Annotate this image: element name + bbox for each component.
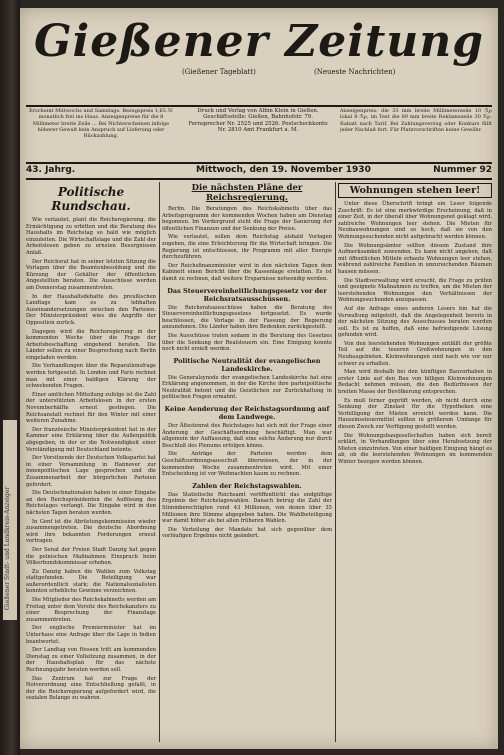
subheadline-church-neutrality: Politische Neutralität der evangelischen Landeskirche.	[173, 356, 321, 373]
masthead-rule	[26, 105, 492, 107]
column-government-plans	[162, 182, 332, 742]
paragraph: Das Statistische Reichsamt veröffentlicht das endgültige Ergebnis der Reichstagswahlen. Danach betrug die Zahl der Stimmberechtigten rund 43 Millionen, von denen über 35 Millionen ihre Stimme abgegeben haben. Die Wahlbeteiligung war damit höher als bei allen früheren Wahlen.	[162, 491, 332, 525]
paragraph: Der englische Premierminister hat im Unterhaus eine Anfrage über die Lage in Indien beantwortet.	[26, 625, 156, 645]
paragraph: Die Verteilung der Mandate hat sich gegenüber dem vorläufigen Ergebnis nicht geändert.	[162, 526, 332, 540]
headline-political-review: Politische Rundschau.	[51, 185, 131, 213]
paragraph: Unter diese Überschrift bringt ein Leser folgende Zuschrift: Es ist eine merkwürdige Erscheinung, daß in einer Zeit, in der überall über Wohnungsnot geklagt wird, zahlreiche Wohnungen leer stehen. Die Mieten für Neubauwohnungen sind so hoch, daß sie von den Wohnungssuchenden nicht aufgebracht werden können.	[338, 201, 492, 240]
paragraph: Von den leerstehenden Wohnungen entfällt der größte Teil auf die teueren Großwohnungen in den Neubaugebieten. Kleinwohnungen sind nach wie vor nur schwer zu erhalten.	[338, 340, 492, 367]
paragraph: Der Reichsrat hat in seiner letzten Sitzung die Vorlagen über die Beamtenbesoldung und die Kürzung der Gehälter der öffentlichen Angestellten beraten. Die Ausschüsse werden am Donnerstag zusammentreten.	[26, 258, 156, 291]
paragraph: Der Ältestenrat des Reichstages hat sich mit der Frage einer Änderung der Geschäftsordnung beschäftigt. Man war allgemein der Auffassung, daß eine solche Änderung nur durch Beschluß des Plenums erfolgen könne.	[162, 423, 332, 449]
subtitle-left: (Gießener Tageblatt)	[182, 68, 256, 76]
subheadline-election-figures: Zahlen der Reichstagswahlen.	[192, 481, 302, 490]
subheadline-tax-law: Das Steuervereinheitlichungsgesetz vor der Reichsratsausschüssen.	[167, 286, 327, 303]
paragraph: Wie verlautet, plant die Reichsregierung, die Ermächtigung zu erbitten und die Beratung des Haushalts im Reichstag so bald wie möglich einzuleiten. Die Wirtschaftslage und die Zahl der Arbeitslosen geben zu ernsten Besorgnissen Anlaß.	[26, 217, 156, 256]
adjacent-page-edge	[3, 420, 17, 620]
headline-empty-apartments: Wohnungen stehen leer!	[338, 183, 492, 198]
paragraph: Die Wohnungsämter sollten diesem Zustand ihre Aufmerksamkeit zuwenden. Es kann nicht angehen, daß mit öffentlichen Mitteln erbaute Wohnungen leer stehen, während zahlreiche Familien in unzureichenden Räumen hausen müssen.	[338, 242, 492, 275]
subtitle-right: (Neueste Nachrichten)	[314, 68, 396, 76]
paragraph: Dagegen wird die Reichsregierung in der kommenden Woche über die Frage der Arbeitsbeschaffung eingehend beraten. Die Länder sollen zu einer Besprechung nach Berlin eingeladen werden.	[26, 328, 156, 361]
paragraph: Der Landtag von Hessen tritt am kommenden Dienstag zu einer Vollsitzung zusammen, in der der Haushaltsplan für das nächste Rechnungsjahr beraten werden soll.	[26, 647, 156, 673]
article-body	[162, 492, 332, 540]
article-body	[26, 217, 156, 702]
paragraph: Zu Danzig haben die Wahlen zum Volkstag stattgefunden. Die Beteiligung war außerordentlich stark; die Nationalsozialisten konnten erhebliche Gewinne verzeichnen.	[26, 568, 156, 595]
paragraph: Das Zentrum hat zur Frage der Notverordnung eine Entschließung gefaßt, in der die Reichsregierung aufgefordert wird, die sozialen Belange zu wahren.	[26, 675, 156, 702]
issue-number: Nummer 92	[433, 165, 492, 175]
info-right: Anzeigenpreis: die 33 mm breite Millimeterzeile 10 ℛ℘ lokal 8 ℛ℘, im Text die 89 mm breite Reklamezeile 30 ℛ℘. Rabatt nach Tarif. Bei Zahlungsverzug oder Konkurs fällt jeder Nachlaß fort. Für Platzvorschriften keine Gewähr.	[340, 108, 492, 133]
newspaper-title: Gießener Zeitung	[33, 16, 485, 67]
paragraph: In Genf ist die Abrüstungskommission wieder zusammengetreten. Die deutsche Abordnung wird ihre bekannten Forderungen erneut vortragen.	[26, 518, 156, 545]
dateline-rule-bottom	[26, 178, 492, 180]
book-spine	[0, 0, 20, 755]
paragraph: Die Stadtverwaltung wird ersucht, die Frage zu prüfen und geeignete Maßnahmen zu treffen, um die Mieten der leerstehenden Wohnungen den Verhältnissen der Wohnungssuchenden anzupassen.	[338, 277, 492, 304]
paragraph: Einer amtlichen Mitteilung zufolge ist die Zahl der unterstützten Arbeitslosen in der ersten Novemberhälfte erneut gestiegen. Die Reichsanstalt rechnet für den Winter mit einer weiteren Zunahme.	[26, 391, 156, 425]
paragraph: Die Mitglieder des Reichskabinetts werden am Freitag unter dem Vorsitz des Reichskanzlers zu einer Besprechung der Finanzlage zusammentreten.	[26, 597, 156, 623]
column-rule-2	[335, 182, 336, 742]
paragraph: Die Verhandlungen über die Reparationsfrage werden fortgesetzt. In London und Paris rechnet man mit einer baldigen Klärung der schwebenden Fragen.	[26, 363, 156, 390]
article-body	[162, 375, 332, 401]
column-political-review	[26, 182, 156, 742]
paragraph: Berlin. Die Beratungen des Reichskabinetts über das Arbeitsprogramm der kommenden Wochen haben am Dienstag begonnen. Im Vordergrund steht die Frage der Sanierung der öffentlichen Finanzen und der Senkung der Preise.	[162, 206, 332, 232]
article-body	[162, 206, 332, 283]
edge-text: Gießener Stadt- und Landkreis-Anzeiger	[4, 486, 11, 610]
paragraph: Die Reichsratsausschüsse haben die Beratung des Steuervereinheitlichungsgesetzes fortgesetzt. Es wurde beschlossen, die Vorlage in der Fassung der Regierung anzunehmen. Die Länder haben ihre Bedenken zurückgestellt.	[162, 304, 332, 331]
paragraph: Die Anträge der Parteien werden dem Geschäftsordnungsausschuß überwiesen, der in der kommenden Woche zusammentreten wird. Mit einer Entscheidung ist vor Weihnachten kaum zu rechnen.	[162, 451, 332, 478]
issue-date: Mittwoch, den 19. November 1930	[196, 165, 371, 175]
volume-year: 43. Jahrg.	[26, 165, 76, 175]
column-empty-apartments	[338, 182, 492, 742]
publication-info	[26, 108, 492, 158]
info-left: Erscheint Mittwochs und Samstags. Bezugspreis 1,65 ℳ monatlich frei ins Haus. Anzeigenpreise für die 8 Millimeter breite Zeile ... Bei Nichterscheinen infolge höherer Gewalt kein Anspruch auf Lieferung oder Rückzahlung.	[29, 108, 173, 140]
dateline-rule-top	[26, 162, 492, 164]
info-center: Druck und Verlag von Albin Klein in Gießen. Geschäftsstelle: Gießen, Bahnhofstr. 79. Fernsprecher Nr. 2525 und 2526. Postscheckkonto Nr. 2810 Amt Frankfurt a. M.	[188, 108, 328, 133]
paragraph: Die Deutschnationalen haben in einer Eingabe an den Reichspräsidenten die Auflösung des Reichstages verlangt. Die Eingabe wird in den nächsten Tagen beraten werden.	[26, 490, 156, 516]
masthead	[26, 16, 492, 104]
headline-government-plans: Die nächsten Pläne der Reichsregierung.	[191, 183, 303, 203]
column-rule-1	[159, 182, 160, 742]
paragraph: Es muß ferner geprüft werden, ob nicht durch eine Senkung der Zinslast für die Hypotheken eine Verbilligung der Mieten erreicht werden kann. Die Hauszinssteuermittel sollten in größerem Umfange für diesen Zweck zur Verfügung gestellt werden.	[338, 397, 492, 430]
dateline	[26, 165, 492, 177]
paragraph: Der französische Ministerpräsident hat in der Kammer eine Erklärung über die Außenpolitik abgegeben, in der er die Notwendigkeit einer Verständigung mit Deutschland betonte.	[26, 426, 156, 453]
newspaper-page	[20, 8, 498, 749]
paragraph: Auf die Anfrage eines anderen Lesers hin hat die Verwaltung mitgeteilt, daß die Angelegenheit bereits in der nächsten Sitzung des Ausschusses beraten werden soll. Es ist zu hoffen, daß eine befriedigende Lösung gefunden wird.	[338, 305, 492, 339]
paragraph: Wie verlautet, sollen dem Reichstag alsbald Vorlagen zugehen, die eine Erleichterung für die Wirtschaft bringen. Die Regierung ist entschlossen, ihr Programm mit aller Energie durchzuführen.	[162, 234, 332, 261]
paragraph: Die Generalsynode der evangelischen Landeskirche hat eine Erklärung angenommen, in der die Kirche ihre parteipolitische Neutralität betont und die Geistlichen zur Zurückhaltung in politischen Fragen ermahnt.	[162, 374, 332, 401]
paragraph: Die Ausschüsse traten sodann in die Beratung des Gesetzes über die Senkung der Realsteuern ein. Eine Einigung konnte noch nicht erzielt werden.	[162, 332, 332, 353]
article-body	[338, 201, 492, 466]
paragraph: Man wird deshalb bei den künftigen Bauvorhaben in erster Linie auf den Bau von billigen Kleinwohnungen Bedacht nehmen müssen, die den Bedürfnissen der breiten Masse der Bevölkerung entsprechen.	[338, 369, 492, 396]
subheadline-reichstag-order: Keine Aenderung der Reichstagsordnung auf dem Landwege.	[164, 405, 330, 422]
article-body	[162, 305, 332, 353]
paragraph: Die Wohnungsbaugesellschaften haben sich bereit erklärt, in Verhandlungen über eine Herabsetzung der Mieten einzutreten. Von einer baldigen Einigung hängt es ab, ob die leerstehenden Wohnungen im kommenden Winter bezogen werden können.	[338, 432, 492, 465]
paragraph: Der Reichsfinanzminister wird in den nächsten Tagen dem Kabinett einen Bericht über die Kassenlage erstatten. Es ist damit zu rechnen, daß weitere Ersparnisse notwendig werden.	[162, 262, 332, 282]
paragraph: Der Senat der Freien Stadt Danzig hat gegen die polnischen Maßnahmen Einspruch beim Völkerbundskommissar erhoben.	[26, 546, 156, 567]
paragraph: Der Vorsitzende der Deutschen Volkspartei hat in einer Versammlung in Hannover zur innenpolitischen Lage gesprochen und die Zusammenarbeit der bürgerlichen Parteien gefordert.	[26, 455, 156, 488]
paragraph: In der Haushaltsdebatte des preußischen Landtags kam es zu lebhaften Auseinandersetzungen zwischen den Parteien. Der Ministerpräsident wies die Angriffe der Opposition zurück.	[26, 293, 156, 326]
article-body	[162, 423, 332, 478]
